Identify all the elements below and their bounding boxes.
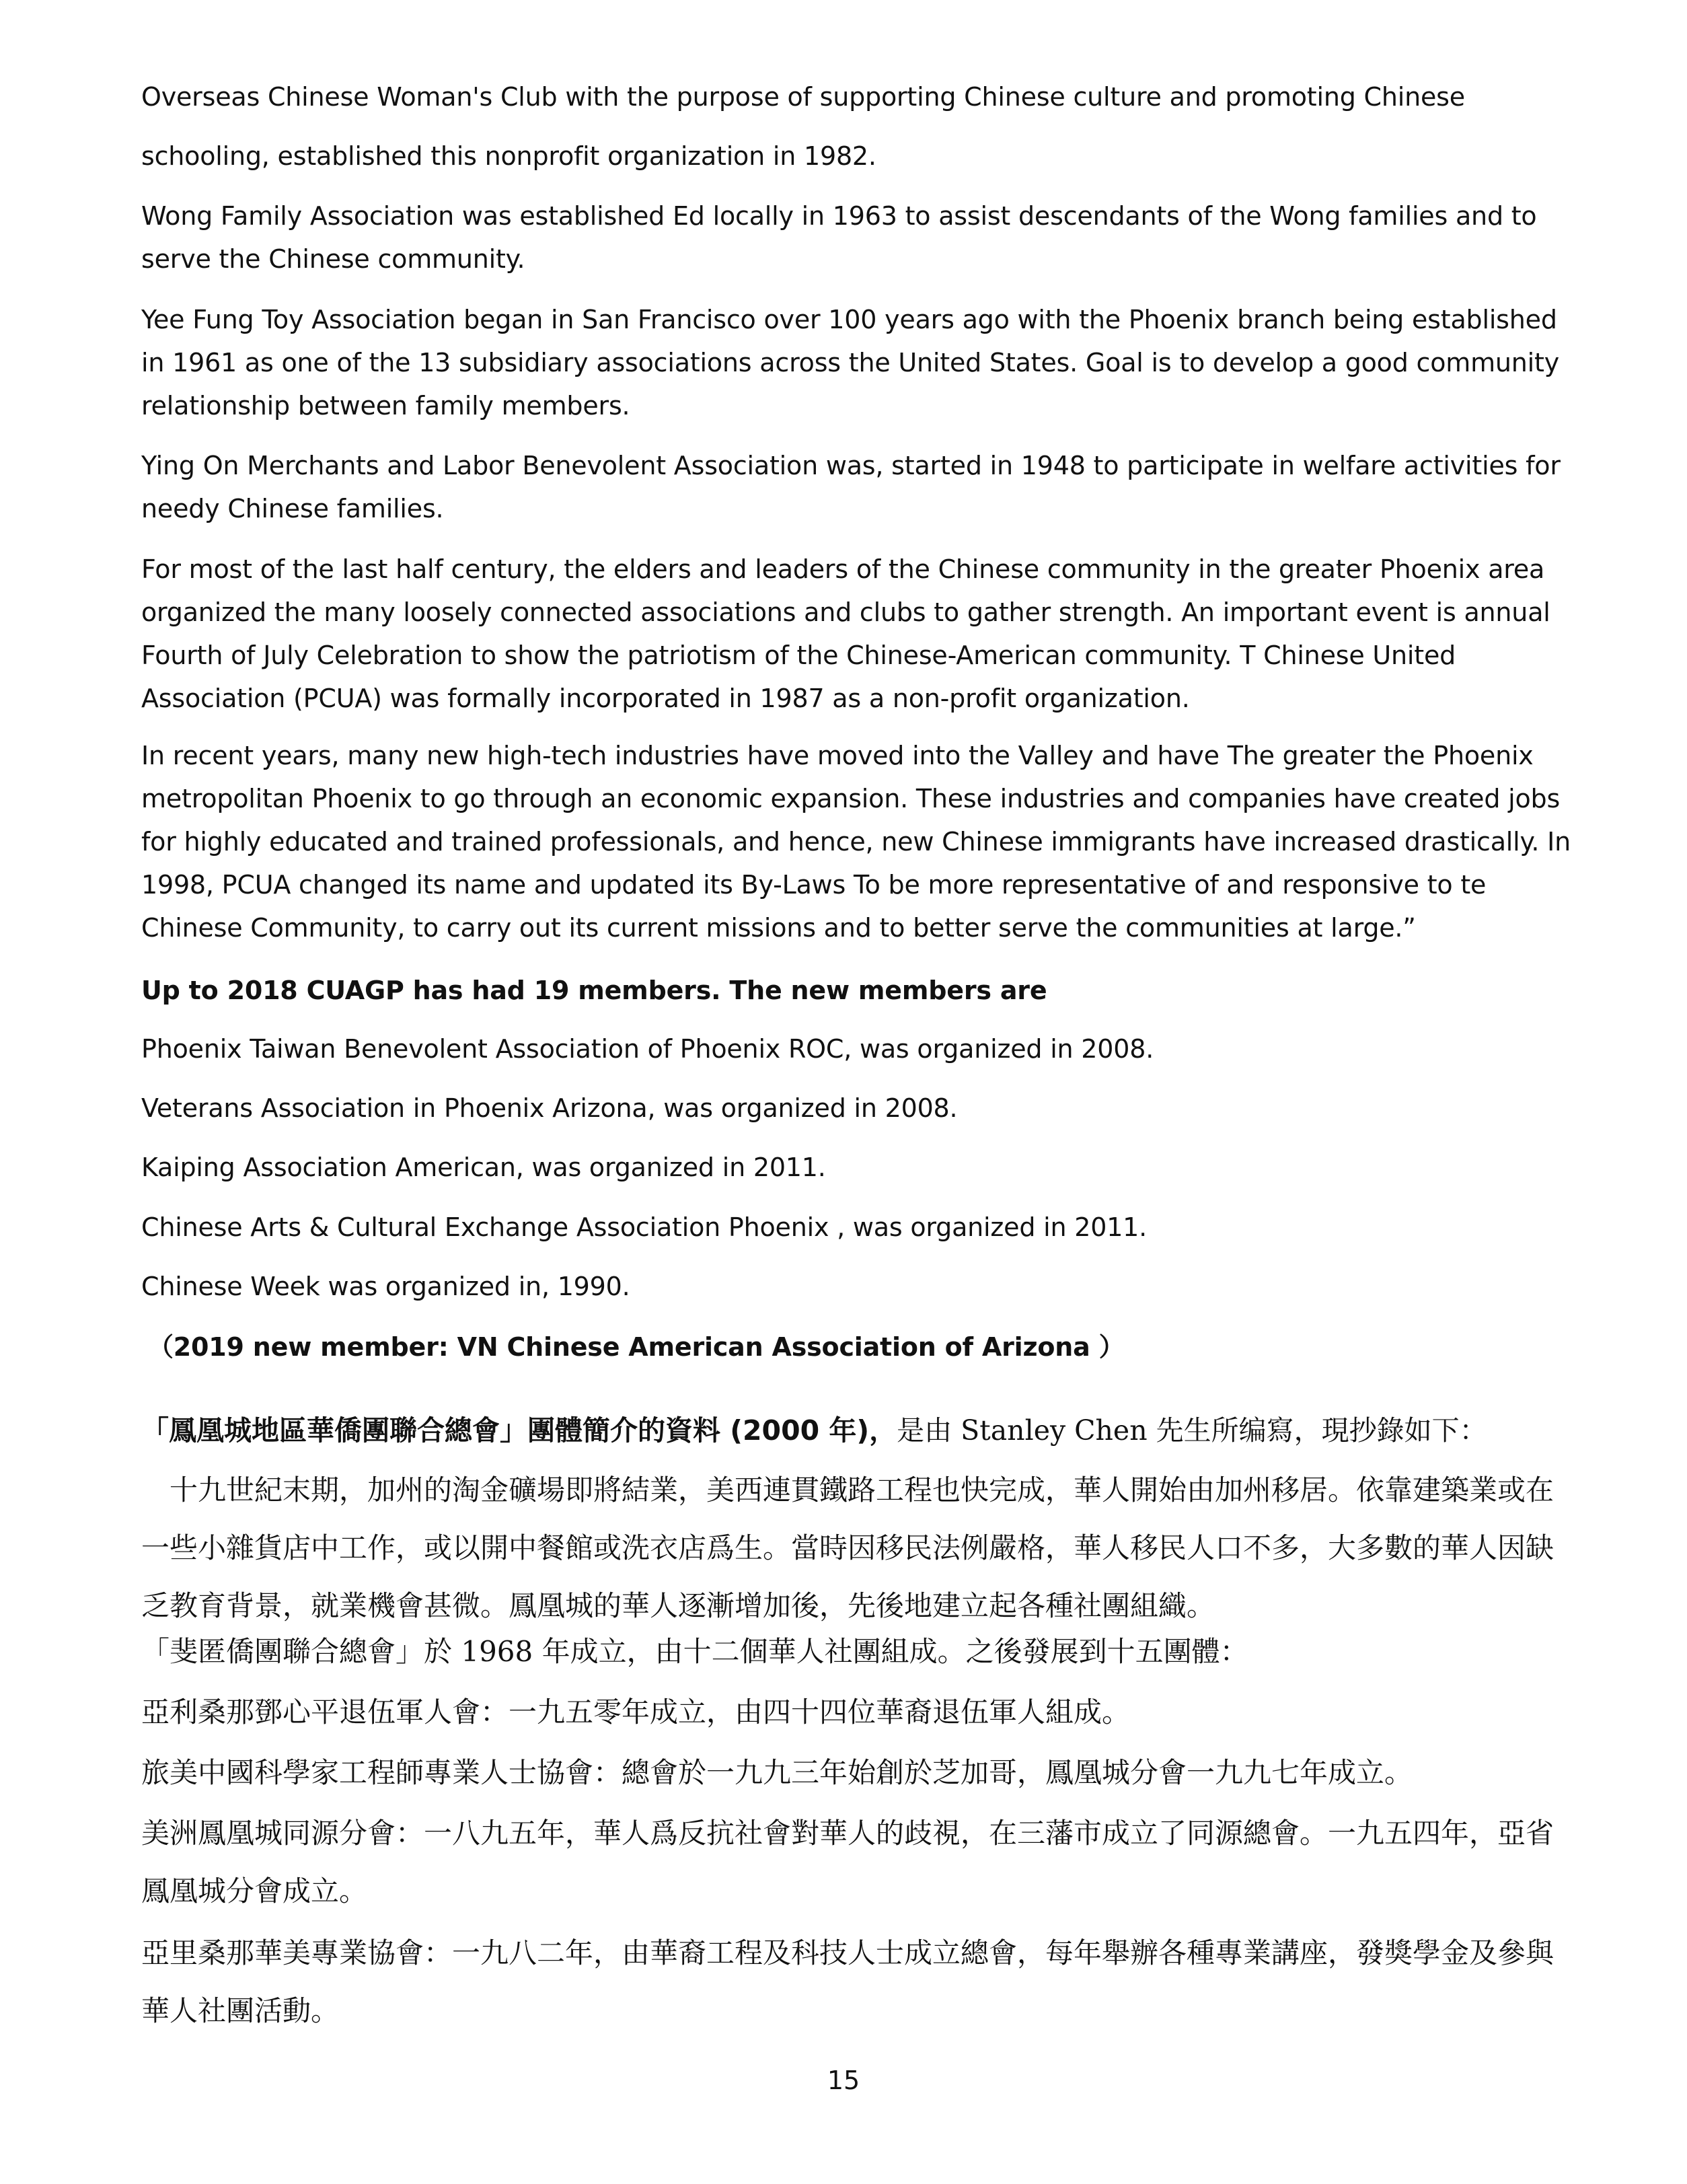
chinese-professional: 亞里桑那華美專業協會：一九八二年，由華裔工程及科技人士成立總會，每年舉辦各種專業講座，發獎學金及參與華人社團活動。	[141, 1936, 1554, 2027]
member-item: Phoenix Taiwan Benevolent Association of Phoenix ROC, was organized in 2008.	[141, 1034, 1154, 1064]
paragraph-yee-fung-toy: Yee Fung Toy Association began in San Francisco over 100 years ago with the Phoenix branch being established in 1961 as one of the 13 subsidiary associations across the United States. Goal is to develop a good community relationship between family members.	[141, 305, 1560, 421]
chinese-scientists: 旅美中國科學家工程師專業人士協會：總會於一九九三年始創於芝加哥，鳳凰城分會一九九七年成立。	[141, 1756, 1413, 1789]
chinese-heading-bold: 「鳳凰城地區華僑團聯合總會」團體簡介的資料 (2000 年)，	[141, 1414, 897, 1447]
paragraph-history: For most of the last half century, the elders and leaders of the Chinese community in the greater Phoenix area organized the many loosely connected associations and clubs to gather strength. An important event is annual Fourth of July Celebration to show the patriotism of the Chinese-American community. T Chinese United Association (PCUA) was formally incorporated in 1987 as a non-profit organization.	[141, 554, 1550, 713]
chinese-veterans: 亞利桑那鄧心平退伍軍人會：一九五零年成立，由四十四位華裔退伍軍人組成。	[141, 1696, 1131, 1728]
new-member-2019: （2019 new member: VN Chinese American Association of Arizona ）	[148, 1332, 1125, 1362]
members-heading: Up to 2018 CUAGP has had 19 members. The new members are	[141, 976, 1047, 1005]
paragraph-line: schooling, established this nonprofit organization in 1982.	[141, 141, 876, 171]
member-item: Chinese Arts & Cultural Exchange Association Phoenix , was organized in 2011.	[141, 1212, 1148, 1242]
paragraph-recent-years: In recent years, many new high-tech industries have moved into the Valley and have The greater the Phoenix metropolitan Phoenix to go through an economic expansion. These industries and companies have created jobs for highly educated and trained professionals, and hence, new Chinese immigrants have increased drastically. In 1998, PCUA changed its name and updated its By-Laws To be more representative of and responsive to te Chinese Community, to carry out its current missions and to better serve the communities at large.”	[141, 741, 1571, 943]
member-item: Kaiping Association American, was organized in 2011.	[141, 1153, 826, 1182]
paragraph-wong-family: Wong Family Association was established Ed locally in 1963 to assist descendants of the Wong families and to serve the Chinese community.	[141, 201, 1537, 274]
chinese-union: 「斐匿僑團聯合總會」於 1968 年成立，由十二個華人社團組成。之後發展到十五團體：	[141, 1635, 1248, 1668]
chinese-heading-rest: 是由 Stanley Chen 先生所编寫，現抄錄如下：	[897, 1414, 1487, 1447]
member-item: Chinese Week was organized in, 1990.	[141, 1272, 630, 1301]
chinese-intro: 十九世紀末期，加州的淘金礦場即將結業，美西連貫鐵路工程也快完成，華人開始由加州移居。依靠建築業或在一些小雜貨店中工作，或以開中餐館或洗衣店爲生。當時因移民法例嚴格，華人移民人口不多，大多數的華人因缺乏教育背景，就業機會甚微。鳳凰城的華人逐漸增加後，先後地建立起各種社團組織。	[141, 1473, 1554, 1622]
paragraph-ying-on: Ying On Merchants and Labor Benevolent Association was, started in 1948 to participate in welfare activities for needy Chinese families.	[141, 451, 1561, 523]
member-item: Veterans Association in Phoenix Arizona, was organized in 2008.	[141, 1093, 958, 1123]
paragraph-overseas-womans-club	[141, 75, 1581, 118]
chinese-tongyuan: 美洲鳳凰城同源分會：一八九五年，華人爲反抗社會對華人的歧視，在三藩市成立了同源總會。一九五四年，亞省鳳凰城分會成立。	[141, 1817, 1554, 1907]
paragraph-overseas-womans-club-cont	[141, 135, 1581, 178]
chinese-heading	[141, 1402, 1561, 1459]
page-number: 15	[827, 2066, 860, 2095]
paragraph-line: Overseas Chinese Woman's Club with the purpose of supporting Chinese culture and promoting Chinese	[141, 82, 1465, 112]
